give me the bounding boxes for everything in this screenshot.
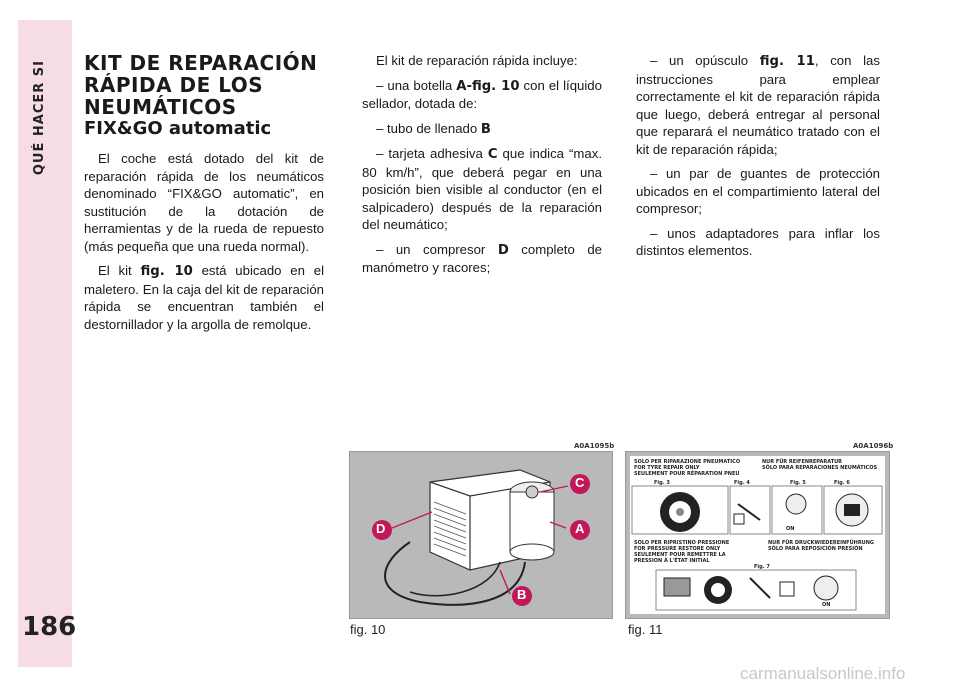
column-2 [362,52,602,284]
list-item: – un opúsculo fig. 11, con las instrucciones para emplear correctamente el kit de reparación rápida que luego, deberá entregar al personal que reparará el neumático tratado con el kit de reparación rápida; [636,53,880,157]
watermark: carmanualsonline.info [740,664,906,683]
figure-code: A0A1096b [853,442,894,450]
heading-line-3: NEUMÁTICOS [84,95,237,119]
paragraph: El kit de reparación rápida incluye: [376,53,578,68]
paragraph: El kit fig. 10 está ubicado en el maletero. En la caja del kit de reparación rápida se encuentran también el destornillador y la argolla de remolque. [84,263,324,332]
figure-11 [625,451,890,619]
list-item: – tubo de llenado B [376,120,491,137]
label-c: C [575,475,585,490]
heading-line-2: RÁPIDA DE LOS [84,73,264,97]
list-item: – una botella A-fig. 10 con el líquido sellador, dotada de: [362,77,602,111]
paragraph: El coche está dotado del kit de reparación rápida de los neumáticos denominado “FIX&GO automatic”, en sustitución de la dotación de herramientas y de la rueda de repuesto (más pequeña que una rueda normal). [84,151,324,254]
section-label: QUÉ HACER SI [32,60,47,176]
label-a: A [575,521,585,536]
heading-subtitle: FIX&GO automatic [84,118,272,139]
figure-10-caption: fig. 10 [350,622,386,637]
leaflet: SOLO PER RIPARAZIONE PNEUMATICO FOR TYRE REPAIR ONLY SEULEMENT POUR RÉPARATION PNEU NUR FÜR REIFENREPARATUR SÓLO PARA REPARACIONES NEUMÁTICOS Fig. 3 Fig. 4 Fig. 5 Fig. 6 ON SOLO PER RIPRISTINO PRESSIONE FOR PRESSURE RESTORE ONLY SEULEMENT POUR REMETTRE LA PRESSION À L'ÉTAT INITIAL NUR FÜR DRUCKWIEDEREINFÜHRUNG SÓLO PARA REPOSICIÓN PRESIÓN Fig. 7 ON [630,456,885,614]
column-3 [636,52,880,267]
instruction-panels-bottom [630,568,885,612]
heading-line-1: KIT DE REPARACIÓN [84,51,318,75]
list-item: – unos adaptadores para inflar los distintos elementos. [636,225,880,258]
list-item: – tarjeta adhesiva C que indica “max. 80 km/h”, que deberá pegar en una posición bien visible al conductor (en el salpicadero) después de la reparación del neumático; [362,146,602,232]
figure-code: A0A1095b [574,442,615,450]
label-b: B [517,587,527,602]
figure-11-caption: fig. 11 [628,622,663,637]
list-item: – un compresor D completo de manómetro y racores; [362,241,602,275]
label-d: D [376,521,386,536]
instruction-panels-top [630,484,885,536]
column-1 [84,52,324,340]
figure-reference: fig. 10 [140,264,193,279]
page-number: 186 [22,612,77,642]
list-item: – un par de guantes de protección ubicados en el compartimiento lateral del compresor; [636,166,880,216]
compressor-illustration [350,452,612,618]
figure-10 [349,451,613,619]
